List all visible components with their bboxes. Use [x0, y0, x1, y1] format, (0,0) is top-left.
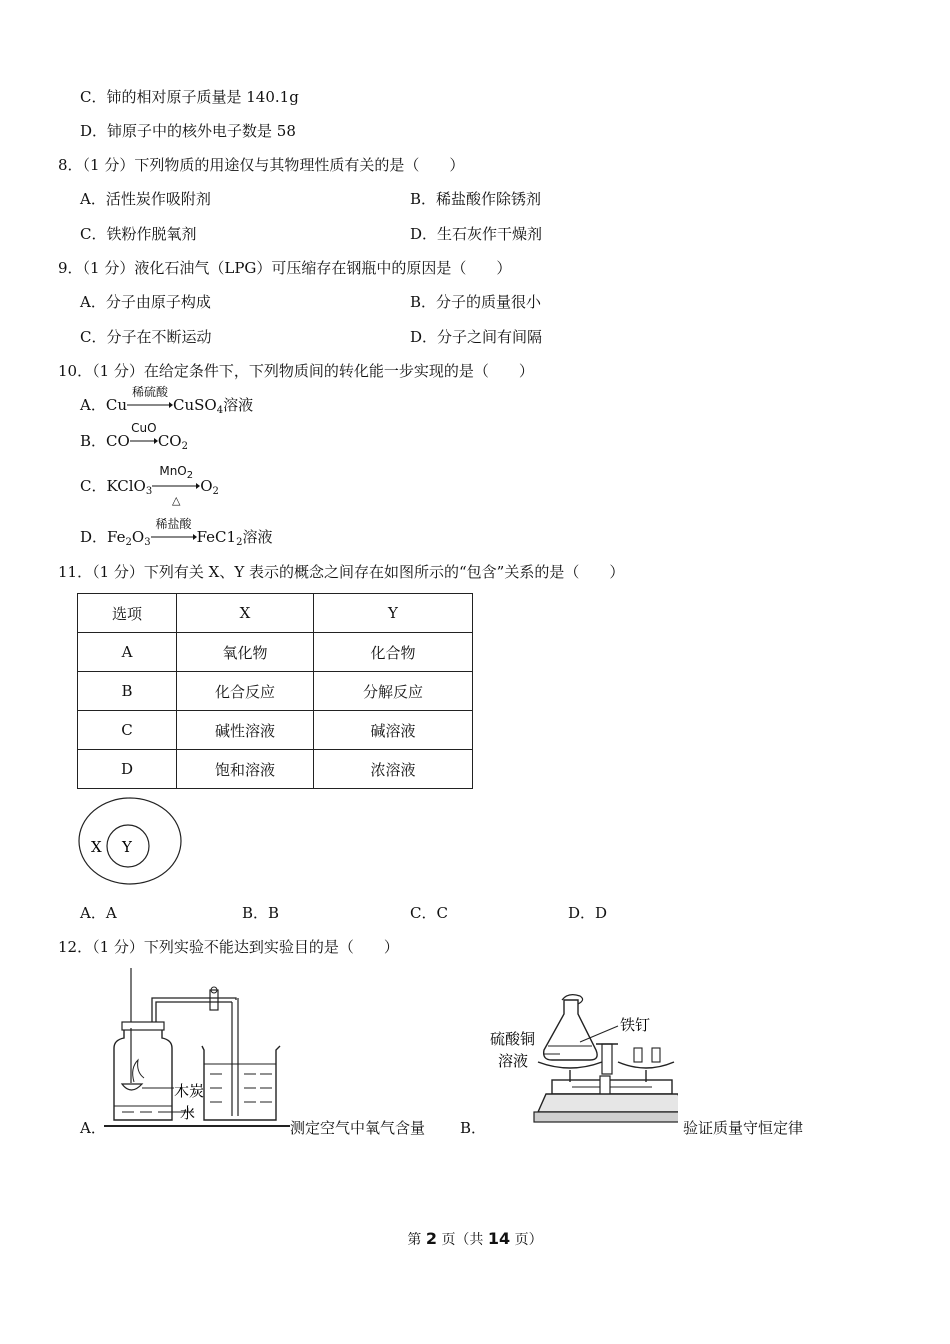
q10-c-product: O	[200, 477, 213, 495]
q10-option-a	[80, 385, 254, 416]
q8-option-b: B．稀盐酸作除锈剂	[410, 190, 542, 208]
q11-option-c: C．C	[410, 904, 448, 922]
q10-a-product-tail: 溶液	[223, 396, 254, 414]
q7-option-c: C．铈的相对原子质量是 140.1g	[80, 88, 299, 106]
q10-a-product-sub: 4	[216, 405, 224, 416]
q12-option-b: B．	[460, 1119, 487, 1137]
table-cell: B	[78, 672, 177, 711]
q10-c-reactant: KClO	[106, 477, 146, 495]
table-header-cell: Y	[314, 594, 473, 633]
table-cell: 氧化物	[177, 633, 314, 672]
footer-middle: 页（共	[441, 1232, 484, 1248]
q10-d-reactant: Fe	[107, 528, 126, 546]
venn-label-x: X	[91, 838, 102, 856]
q10-d-label: D．	[80, 528, 108, 546]
q8-option-d: D．生石灰作干燥剂	[410, 225, 543, 243]
q10-a-arrow	[127, 385, 173, 410]
table-row	[78, 672, 473, 711]
q10-c-product-sub: 2	[212, 486, 219, 497]
q10-d-arrow	[151, 517, 197, 542]
q11-option-d: D．D	[568, 904, 608, 922]
q10-d-product-tail: 溶液	[242, 528, 273, 546]
q10-d-reactant-mid: O	[131, 528, 145, 546]
q12-a-text: 测定空气中氧气含量	[290, 1119, 426, 1137]
q10-c-label: C．	[80, 477, 107, 495]
q7-option-d: D．铈原子中的核外电子数是 58	[80, 122, 296, 140]
table-header-cell: 选项	[78, 594, 177, 633]
q10-d-reactant-sub2: 3	[144, 537, 151, 548]
q10-a-product: CuSO	[172, 396, 217, 414]
table-row	[78, 711, 473, 750]
q12-b-text: 验证质量守恒定律	[683, 1119, 804, 1137]
q10-d-product-sub: 2	[236, 537, 243, 548]
q12-stem: 12．（1 分）下列实验不能达到实验目的是（ ）	[58, 938, 399, 956]
q8-stem: 8．（1 分）下列物质的用途仅与其物理性质有关的是（ ）	[58, 156, 465, 174]
venn-label-y: Y	[122, 838, 132, 856]
label-water: 水	[180, 1104, 196, 1122]
table-cell: 化合物	[314, 633, 473, 672]
q8-option-a: A．活性炭作吸附剂	[80, 190, 211, 208]
q10-a-label: A．	[80, 396, 106, 414]
q10-c-condition	[152, 461, 200, 481]
label-charcoal: 木炭	[174, 1082, 205, 1100]
q10-option-b	[80, 421, 188, 452]
q11-venn-diagram	[78, 795, 186, 887]
table-cell: A	[78, 633, 177, 672]
q10-c-reactant-sub: 3	[145, 486, 153, 497]
q8-option-c: C．铁粉作脱氧剂	[80, 225, 197, 243]
q10-stem: 10．（1 分）在给定条件下，下列物质间的转化能一步实现的是（ ）	[58, 362, 534, 380]
q10-b-condition: CuO	[131, 421, 157, 435]
q12-option-a	[80, 1118, 106, 1138]
q11-stem: 11．（1 分）下列有关 X、Y 表示的概念之间存在如图所示的“包含”关系的是（ ）	[58, 563, 625, 581]
q10-d-reactant-sub1: 2	[125, 537, 132, 548]
q10-b-product: CO	[157, 432, 182, 450]
table-row	[78, 633, 473, 672]
q10-c-condition-formula: MnO	[159, 464, 187, 478]
page-footer	[0, 1229, 950, 1249]
q10-option-c	[80, 464, 219, 507]
q10-c-condition-sub: 2	[186, 470, 194, 481]
q9-option-d: D．分子之间有间隔	[410, 328, 543, 346]
q10-b-label: B．	[80, 432, 107, 450]
table-cell: 碱性溶液	[177, 711, 314, 750]
q10-c-heat: △	[172, 494, 181, 507]
table-row	[78, 750, 473, 789]
label-iron-nail: 铁钉	[620, 1016, 651, 1034]
q9-option-c: C．分子在不断运动	[80, 328, 212, 346]
q10-d-condition: 稀盐酸	[155, 517, 192, 531]
q9-option-b: B．分子的质量很小	[410, 293, 542, 311]
q10-d-product: FeC1	[196, 528, 237, 546]
table-cell: 分解反应	[314, 672, 473, 711]
q10-c-arrow	[152, 464, 200, 507]
q11-table	[77, 593, 473, 789]
q10-b-product-sub: 2	[181, 441, 188, 452]
q12-a-label: A．	[80, 1119, 106, 1137]
table-cell: D	[78, 750, 177, 789]
table-cell: 化合反应	[177, 672, 314, 711]
q11-option-b: B．B	[242, 904, 280, 922]
footer-suffix: 页）	[514, 1232, 543, 1248]
q10-a-condition: 稀硫酸	[131, 385, 168, 399]
q11-option-a: A．A	[80, 904, 117, 922]
table-cell: C	[78, 711, 177, 750]
page-number: 2	[425, 1229, 437, 1248]
label-cuso4-2: 溶液	[498, 1052, 529, 1070]
q9-option-a: A．分子由原子构成	[80, 293, 211, 311]
table-cell: 浓溶液	[314, 750, 473, 789]
q10-b-arrow	[130, 421, 158, 446]
label-cuso4-1: 硫酸铜	[490, 1030, 536, 1048]
table-header-row	[78, 594, 473, 633]
q10-a-reactant: Cu	[105, 396, 127, 414]
table-cell: 饱和溶液	[177, 750, 314, 789]
footer-prefix: 第	[407, 1232, 422, 1248]
q10-b-reactant: CO	[106, 432, 130, 450]
page-total: 14	[487, 1229, 511, 1248]
q12-b-apparatus	[488, 990, 678, 1130]
table-cell: 碱溶液	[314, 711, 473, 750]
q10-option-d	[80, 517, 273, 548]
q12-a-apparatus	[104, 968, 290, 1136]
q9-stem: 9．（1 分）液化石油气（LPG）可压缩存在钢瓶中的原因是（ ）	[58, 259, 512, 277]
table-header-cell: X	[177, 594, 314, 633]
